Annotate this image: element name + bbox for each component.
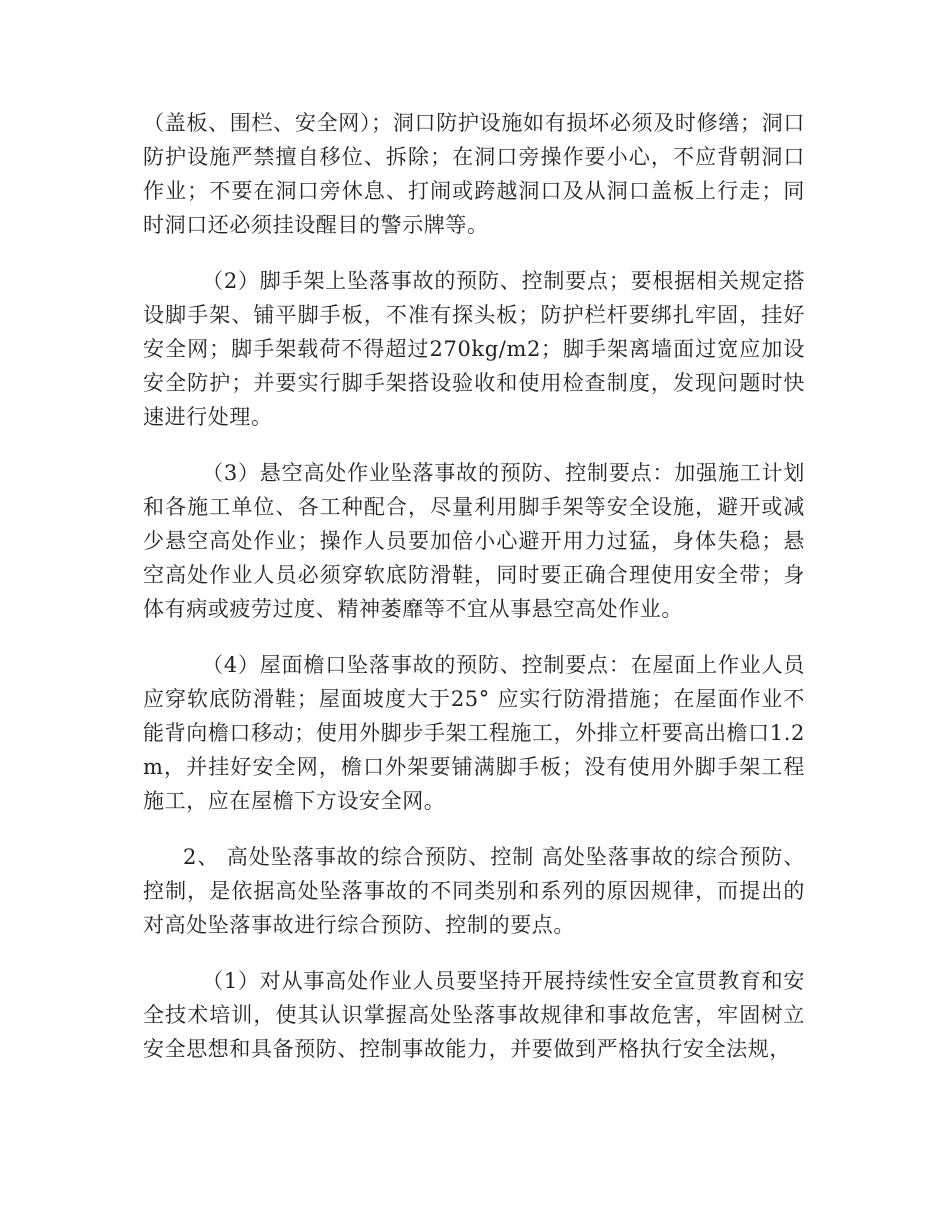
paragraph-roof-eave-fall-prevention: （4）屋面檐口坠落事故的预防、控制要点：在屋面上作业人员应穿软底防滑鞋；屋面坡度大于25° 应实行防滑措施；在屋面作业不能背向檐口移动；使用外脚步手架工程施工，外排立杆要高出檐口1.2m，并挂好安全网，檐口外架要铺满脚手板；没有使用外脚手架工程施工，应在屋檐下方设安全网。 (143, 653, 805, 813)
document-body (143, 106, 805, 1088)
paragraph-scaffold-fall-prevention: （2）脚手架上坠落事故的预防、控制要点；要根据相关规定搭设脚手架、铺平脚手板，不准有探头板；防护栏杆要绑扎牢固，挂好安全网；脚手架载荷不得超过270kg/m2；脚手架离墙面过宽应加设安全防护；并要实行脚手架搭设验收和使用检查制度，发现问题时快速进行处理。 (143, 269, 805, 429)
paragraph-comprehensive-prevention-heading: 2、 高处坠落事故的综合预防、控制 高处坠落事故的综合预防、控制，是依据高处坠落事故的不同类别和系列的原因规律，而提出的对高处坠落事故进行综合预防、控制的要点。 (143, 845, 805, 937)
paragraph-hole-protection-continued: （盖板、围栏、安全网）；洞口防护设施如有损坏必须及时修缮；洞口防护设施严禁擅自移位、拆除；在洞口旁操作要小心，不应背朝洞口作业；不要在洞口旁休息、打闹或跨越洞口及从洞口盖板上行走；同时洞口还必须挂设醒目的警示牌等。 (143, 111, 805, 237)
paragraph-suspended-work-fall-prevention: （3）悬空高处作业坠落事故的预防、控制要点：加强施工计划和各施工单位、各工种配合，尽量利用脚手架等安全设施，避开或减少悬空高处作业；操作人员要加倍小心避开用力过猛，身体失稳；悬空高处作业人员必须穿软底防滑鞋，同时要正确合理使用安全带；身体有病或疲劳过度、精神萎靡等不宜从事悬空高处作业。 (143, 461, 805, 621)
paragraph-worker-training: （1）对从事高处作业人员要坚持开展持续性安全宣贯教育和安全技术培训，使其认识掌握高处坠落事故规律和事故危害，牢固树立安全思想和具备预防、控制事故能力，并要做到严格执行安全法规， (143, 969, 805, 1061)
